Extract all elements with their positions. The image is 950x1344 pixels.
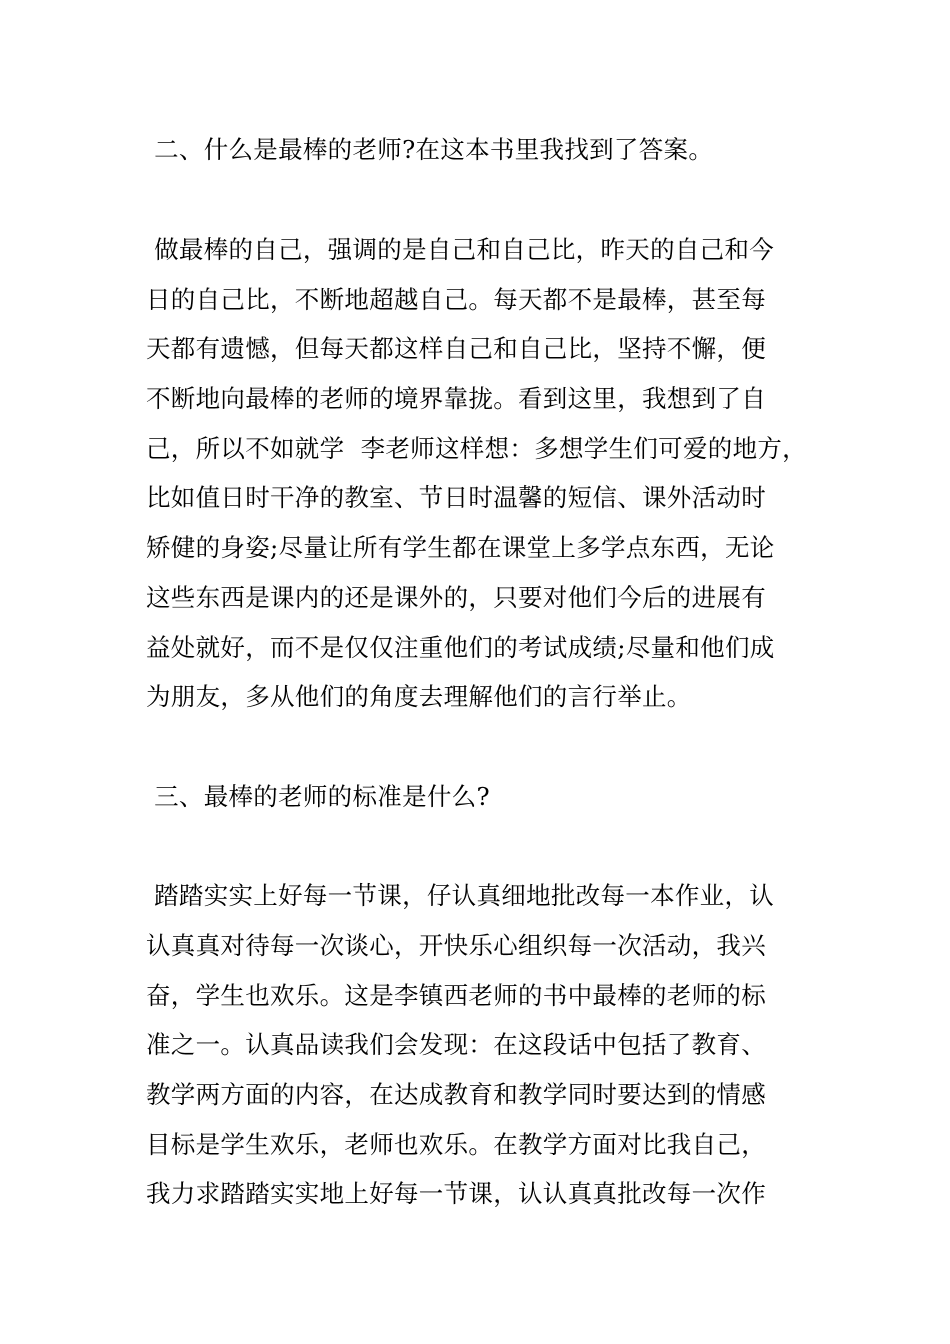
paragraph-line: 做最棒的自己，强调的是自己和自己比，昨天的自己和今 — [146, 235, 775, 264]
paragraph-line: 不断地向最棒的老师的境界靠拢。看到这里，我想到了自 — [146, 384, 766, 413]
paragraph-line: 教学两方面的内容，在达成教育和教学同时要达到的情感 — [146, 1080, 766, 1109]
paragraph-line: 这些东西是课内的还是课外的，只要对他们今后的进展有 — [146, 583, 766, 612]
paragraph-line: 我力求踏踏实实地上好每一节课，认认真真批改每一次作 — [146, 1179, 766, 1208]
paragraph-line: 益处就好，而不是仅仅注重他们的考试成绩;尽量和他们成 — [146, 633, 775, 662]
section-heading: 三、最棒的老师的标准是什么? — [146, 782, 490, 811]
paragraph-line: 目标是学生欢乐，老师也欢乐。在教学方面对比我自己， — [146, 1130, 766, 1159]
paragraph-line: 日的自己比，不断地超越自己。每天都不是最棒，甚至每 — [146, 285, 766, 314]
paragraph-line: 矫健的身姿;尽量让所有学生都在课堂上多学点东西，无论 — [146, 533, 775, 562]
paragraph-line: 比如值日时干净的教室、节日时温馨的短信、课外活动时 — [146, 483, 766, 512]
paragraph-line: 奋，学生也欢乐。这是李镇西老师的书中最棒的老师的标 — [146, 981, 766, 1010]
paragraph-line: 己，所以不如就学 李老师这样想：多想学生们可爱的地方， — [146, 434, 807, 463]
section-heading: 二、什么是最棒的老师?在这本书里我找到了答案。 — [146, 135, 714, 164]
paragraph-line: 准之一。认真品读我们会发现：在这段话中包括了教育、 — [146, 1030, 766, 1059]
paragraph-line: 天都有遗憾，但每天都这样自己和自己比，坚持不懈，便 — [146, 334, 766, 363]
paragraph-line: 踏踏实实上好每一节课，仔认真细地批改每一本作业，认 — [146, 881, 775, 910]
paragraph-line: 认真真对待每一次谈心，开快乐心组织每一次活动，我兴 — [146, 931, 766, 960]
paragraph-line: 为朋友，多从他们的角度去理解他们的言行举止。 — [146, 682, 692, 711]
